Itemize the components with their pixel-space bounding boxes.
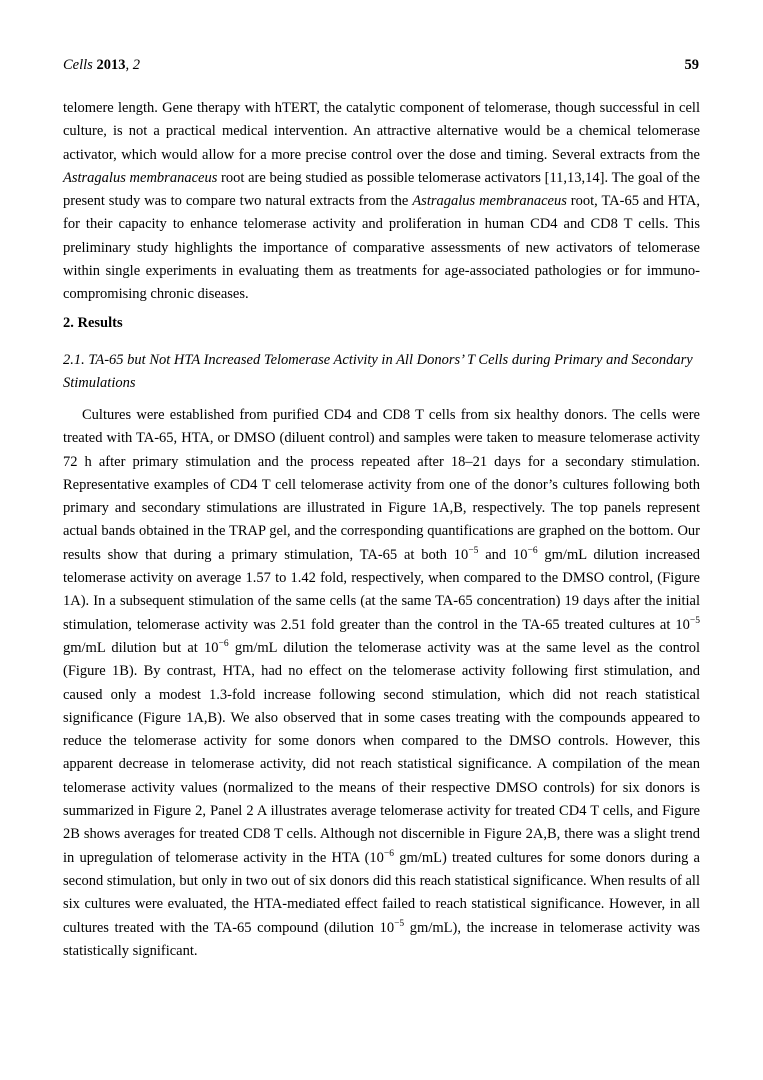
intro-text-2: root are being studied as possible telomerase activators [11,13,14]. The goal of the present study was to compare two natural extracts from the (63, 169, 700, 210)
journal-name: Cells (63, 57, 93, 73)
exponent: −5 (394, 918, 405, 929)
species-name: Astragalus membranaceus (63, 169, 218, 186)
results-text-g: gm/mL), the increase in telomerase activity was statistically significant. (63, 919, 701, 959)
results-paragraph (63, 404, 700, 963)
results-text-a: Cultures were established from purified CD4 and CD8 T cells from six healthy donors. The cells were treated with TA-65, HTA, or DMSO (diluent control) and samples were taken to measure telomerase activity 72 h after primary stimulation and the process repeated after 18–21 days for a secondary stimulation. Representative examples of CD4 T cell telomerase activity from one of the donor’s cultures following both primary and secondary stimulations are illustrated in Figure 1A,B, respectively. The top panels represent actual bands obtained in the TRAP gel, and the corresponding quantifications are graphed on the bottom. Our results show that during a primary stimulation, TA-65 at both 10 (63, 407, 700, 563)
exponent: −5 (468, 545, 479, 556)
exponent: −6 (218, 639, 229, 650)
intro-paragraph (63, 97, 700, 307)
results-text-c: gm/mL dilution increased telomerase activity on average 1.57 to 1.42 fold, respectively, when compared to the DMSO control, (Figure 1A). In a subsequent stimulation of the same cells (at the same TA-65 concentration) 19 days after the initial stimulation, telomerase activity was 2.51 fold greater than the control in the TA-65 treated cultures at 10 (63, 546, 701, 633)
section-heading: 2. Results (63, 315, 123, 331)
journal-citation (63, 57, 140, 74)
exponent: −6 (383, 848, 395, 859)
exponent: −6 (527, 545, 538, 556)
page-number: 59 (684, 57, 699, 73)
journal-year: 2013 (96, 57, 126, 73)
running-header (63, 57, 699, 77)
journal-volume: , 2 (125, 57, 140, 73)
species-name-2: Astragalus membranaceus (412, 193, 567, 210)
intro-text-1: telomere length. Gene therapy with hTERT, the catalytic component of telomerase, though successful in cell culture, is not a practical medical intervention. An attractive alternative would be a chemical telomerase activator, which would allow for a more precise control over the dose and timing. Several extracts from the (63, 100, 700, 163)
results-text-e: gm/mL dilution the telomerase activity was at the same level as the control (Figure 1B). By contrast, HTA, had no effect on the telomerase activity following first stimulation, and caused only a modest 1.3-fold increase following second stimulation, which did not reach statistical significance (Figure 1A,B). We also observed that in some cases treating with the compounds appeared to reduce the telomerase activity for some donors when compared to the DMSO controls. However, this apparent decrease in telomerase activity, did not reach statistical significance. A compilation of the mean telomerase activity values (normalized to the means of their respective DMSO controls) for six donors is summarized in Figure 2, Panel 2 A illustrates average telomerase activity for treated CD4 T cells, and Figure 2B shows averages for treated CD8 T cells. Although not discernible in Figure 2A,B, there was a slight trend in upregulation of telomerase activity in the HTA (10 (63, 639, 700, 866)
results-text-b: and 10 (478, 546, 528, 563)
intro-text-3: root, TA-65 and HTA, for their capacity to enhance telomerase activity and proliferation in human CD4 and CD8 T cells. This preliminary study highlights the importance of comparative assessments of new activators of telomerase within single experiments in evaluating them as treatments for age-associated pathologies or for immuno-compromising chronic diseases. (63, 193, 700, 303)
exponent: −5 (689, 615, 700, 626)
results-text-f: gm/mL) treated cultures for some donors during a second stimulation, but only in two out of six donors did this reach statistical significance. When results of all six cultures were evaluated, the HTA-mediated effect failed to reach statistical significance. However, in all cultures treated with the TA-65 compound (dilution 10 (63, 849, 700, 936)
results-text-d: gm/mL dilution but at 10 (63, 639, 219, 656)
subsection-heading: 2.1. TA-65 but Not HTA Increased Telomerase Activity in All Donors’ T Cells during Primary and Secondary Stimulations (63, 352, 693, 392)
